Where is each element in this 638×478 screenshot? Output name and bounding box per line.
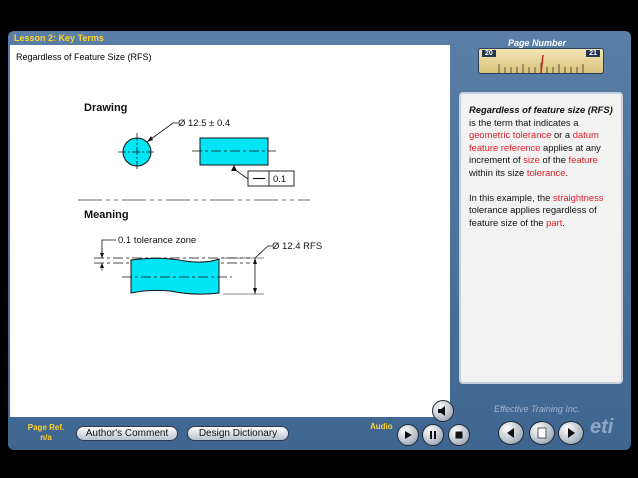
drawing-diameter-callout: Ø 12.5 ± 0.4 [178, 118, 231, 129]
glossary-link[interactable]: straightness [552, 191, 604, 203]
text-fragment: tolerance applies regardless of feature size of the [469, 204, 597, 228]
menu-icon[interactable] [529, 421, 555, 445]
actual-part-shape [131, 258, 219, 294]
back-arrow-icon[interactable] [498, 421, 524, 445]
rfs-illustration [10, 45, 450, 417]
text-fragment: of the [539, 154, 569, 166]
play-icon[interactable] [397, 424, 419, 446]
text-fragment: applies at any increment of [469, 141, 601, 166]
page-number-label: Page Number [508, 38, 567, 48]
glossary-link[interactable]: datum feature reference [469, 129, 599, 153]
meaning-label: Meaning [84, 209, 129, 221]
definition-text [469, 104, 619, 241]
text-fragment: or a [551, 129, 573, 141]
gauge-scale [479, 49, 603, 73]
gauge-end-number: 21 [586, 50, 600, 57]
text-fragment: In this example, the [469, 191, 553, 203]
design-dictionary-button[interactable]: Design Dictionary [187, 426, 289, 441]
drawing-label: Drawing [84, 102, 128, 114]
page-number-gauge [478, 48, 604, 74]
page-ref-value: n/a [40, 433, 52, 442]
term-highlight: Regardless of feature size (RFS) [469, 104, 613, 115]
drawing-tolerance-value: 0.1 [273, 174, 287, 185]
content-area [10, 45, 450, 417]
lesson-title: Lesson 2: Key Terms [14, 33, 104, 43]
glossary-link[interactable]: size [523, 154, 540, 166]
authors-comment-button[interactable]: Author's Comment [76, 426, 178, 441]
forward-arrow-icon[interactable] [558, 421, 584, 445]
feature-control-frame [248, 171, 294, 186]
tolerance-zone-label: 0.1 tolerance zone [118, 235, 197, 246]
glossary-link[interactable]: tolerance [526, 166, 566, 178]
meaning-diameter-callout: Ø 12.4 RFS [272, 241, 323, 252]
glossary-link[interactable]: feature [568, 154, 598, 166]
page-title: Regardless of Feature Size (RFS) [16, 52, 152, 62]
gauge-needle [541, 55, 543, 73]
side-view-part [192, 138, 276, 165]
text-fragment: is the term that indicates a [469, 116, 579, 128]
eti-logo: eti [590, 416, 614, 438]
gauge-start-number: 20 [482, 50, 496, 57]
pause-icon[interactable] [422, 424, 444, 446]
glossary-link[interactable]: part [546, 216, 563, 228]
text-fragment: . [562, 216, 565, 228]
company-name: Effective Training Inc. [494, 404, 580, 414]
text-fragment: . [565, 166, 569, 178]
audio-label: Audio [370, 422, 393, 431]
text-fragment: within its size [469, 166, 527, 178]
definition-panel [459, 92, 623, 384]
page-ref [24, 423, 68, 443]
tolerance-leader [234, 165, 248, 179]
glossary-link[interactable]: geometric tolerance [469, 129, 552, 141]
stop-icon[interactable] [448, 424, 470, 446]
page-ref-label: Page Ref. [27, 423, 65, 432]
speaker-icon[interactable] [432, 400, 454, 422]
